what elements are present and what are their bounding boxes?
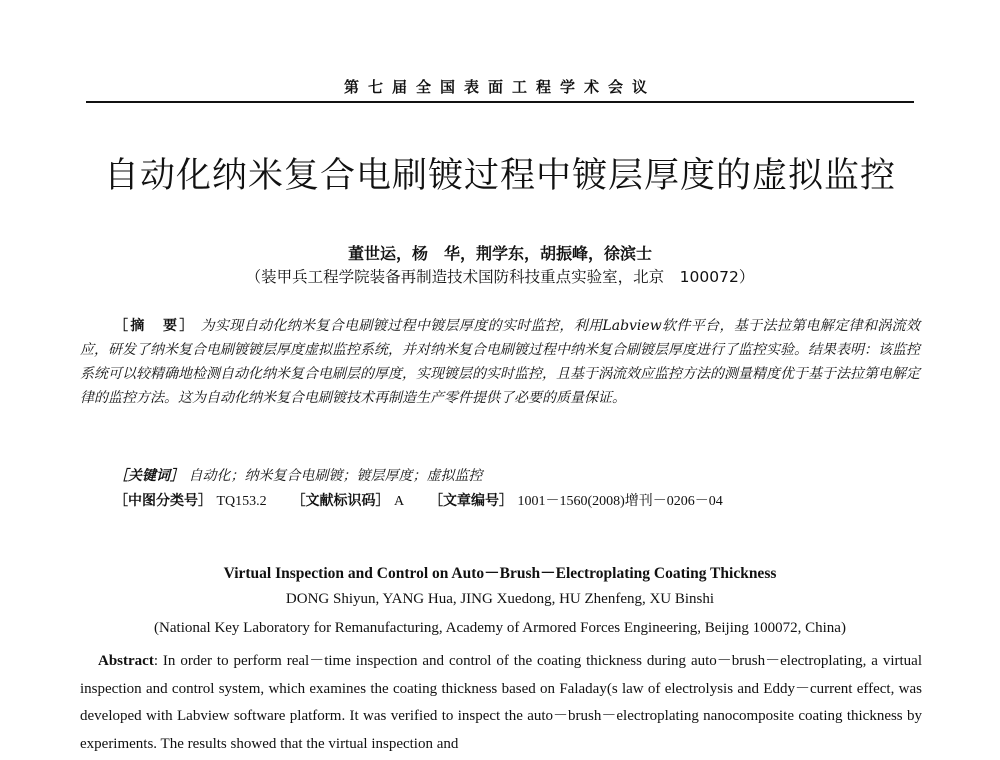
header-rule bbox=[86, 101, 914, 103]
affiliation-zh: （装甲兵工程学院装备再制造技术国防科技重点实验室，北京 100072） bbox=[245, 268, 755, 286]
article-no-value: 1001－1560(2008)增刊－0206－04 bbox=[517, 494, 723, 509]
keywords-text: 自动化；纳米复合电刷镀；镀层厚度；虚拟监控 bbox=[188, 468, 483, 484]
abstract-en-text: : In order to perform real－time inspection and control of the coating thickness during auto－brush－electroplating, a virtual inspection and control system, which examines the coating thickness based on Faladay(s law of electrolysis and Eddy－current effect, was developed with Labview software platform. It was verified to inspect the auto－brush－electroplating nanocomposite coating thickness by experiments. The results showed that the virtual inspection and bbox=[80, 653, 922, 752]
abstract-zh bbox=[80, 314, 920, 410]
article-no-label: ［文章编号］ bbox=[429, 493, 514, 509]
authors-zh: 董世运，杨 华，荆学东，胡振峰，徐滨士 bbox=[347, 244, 652, 263]
abstract-zh-text: 为实现自动化纳米复合电刷镀过程中镀层厚度的实时监控，利用Labview软件平台，基于法拉第电解定律和涡流效应，研发了纳米复合电刷镀镀层厚度虚拟监控系统，并对纳米复合电刷镀过程中纳米复合刷镀层厚度进行了监控实验。结果表明：该监控系统可以较精确地检测自动化纳米复合电刷层的厚度，实现镀层的实时监控，且基于涡流效应监控方法的测量精度优于基于法拉第电解定律的监控方法。这为自动化纳米复合电刷镀技术再制造生产零件提供了必要的质量保证。 bbox=[80, 318, 921, 406]
paper-title-zh: 自动化纳米复合电刷镀过程中镀层厚度的虚拟监控 bbox=[103, 156, 896, 196]
clc-value: TQ153.2 bbox=[216, 494, 267, 509]
paper-title-en: Virtual Inspection and Control on Auto－Brush－Electroplating Coating Thickness bbox=[223, 565, 777, 582]
authors-en: DONG Shiyun, YANG Hua, JING Xuedong, HU Zhenfeng, XU Binshi bbox=[285, 591, 715, 607]
keywords-line bbox=[114, 465, 914, 485]
abstract-en-label: Abstract bbox=[98, 653, 154, 669]
classification-line bbox=[114, 490, 914, 510]
abstract-en bbox=[80, 648, 922, 758]
doc-code-label: ［文献标识码］ bbox=[291, 493, 390, 509]
clc-label: ［中图分类号］ bbox=[114, 493, 212, 509]
affiliation-en: (National Key Laboratory for Remanufacturing, Academy of Armored Forces Engineering, Beijing 100072, China) bbox=[154, 620, 846, 636]
abstract-zh-label: ［摘 要］ bbox=[114, 318, 196, 334]
running-header: 第七届全国表面工程学术会议 bbox=[343, 78, 656, 96]
doc-code-value: A bbox=[393, 494, 405, 509]
keywords-label: ［关键词］ bbox=[114, 468, 184, 484]
